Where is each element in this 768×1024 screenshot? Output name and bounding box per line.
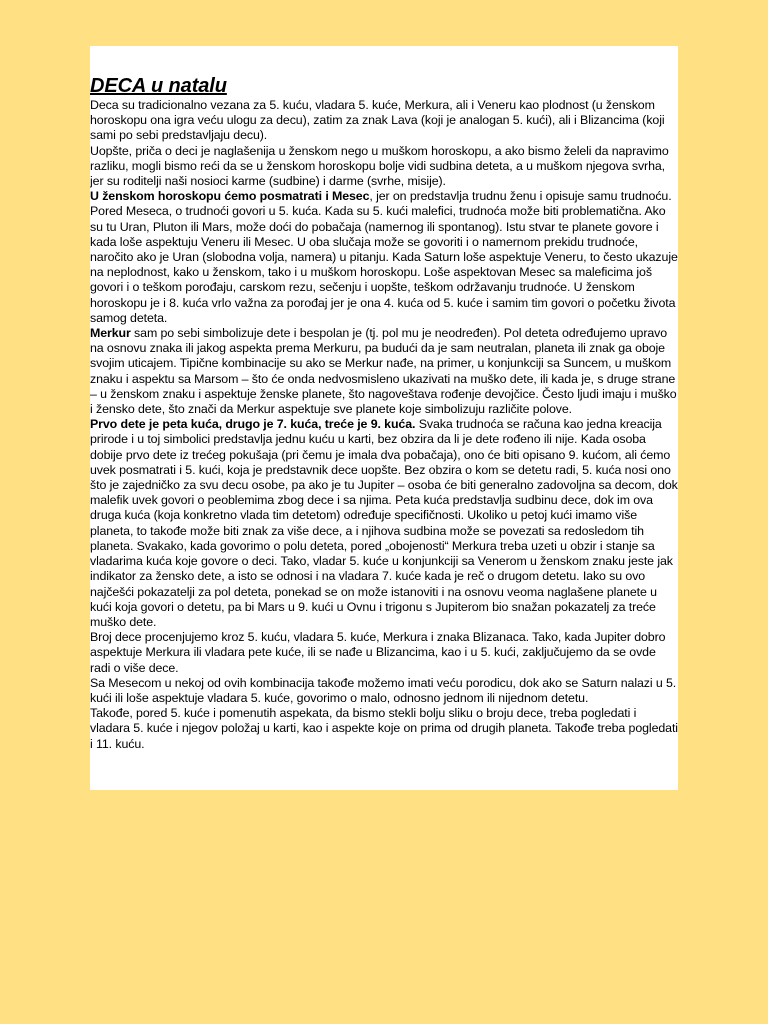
paragraph-moon-heading: U ženskom horoskopu ćemo posmatrati i Mesec [90,189,370,204]
paragraph-moon-text: , jer on predstavlja trudnu ženu i opisuje samu trudnoću. Pored Meseca, o trudnoći govori u 5. kuća. Kada su 5. kući malefici, trudnoća može biti problematična. Ako su tu Uran, Pluton ili Mars, može doći do pobačaja (namernog ili spontanog). Istu stvar te planete govore i kada loše aspektuju Veneru ili Mesec. U oba slučaja može se govoriti i o namernom prekidu trudnoće, naročito ako je Uran (slobodna volja, namera) u pitanju. Kada Saturn loše aspektuje Veneru, to često ukazuje na neplodnost, kako u ženskom, tako i u muškom horoskopu. Loše aspektovan Mesec sa maleficima još govori i o teškom porođaju, carskom rezu, sečenju i uopšte, teškom održavanju trudnoće. U ženskom horoskopu je i 8. kuća vrlo važna za porođaj jer je ona 4. kuća od 5. kuće i samim tim govori o početku života samog deteta. [90,189,678,325]
paragraph-additional: Takođe, pored 5. kuće i pomenutih aspekata, da bismo stekli bolju sliku o broju dece, treba pogledati i vladara 5. kuće i njegov položaj u karti, kao i aspekte koje on prima od drugih planeta. Takođe treba pogledati i 11. kuću. [90,706,678,751]
paragraph-mercury-heading: Merkur [90,326,131,341]
paragraph-number-of-children: Broj dece procenjujemo kroz 5. kuću, vladara 5. kuće, Merkura i znaka Blizanaca. Tako, kada Jupiter dobro aspektuje Merkura ili vladara pete kuće, ili se nađe u Blizancima, kao i u 5. kući, zaključujemo da se ovde radi o više dece. [90,630,666,675]
paragraph-mercury-text: sam po sebi simbolizuje dete i bespolan je (tj. pol mu je neodređen). Pol deteta određujemo upravo na osnovu znaka ili jakog aspekta prema Merkuru, pa budući da je sam neutralan, planeta ili znak ga oboje svojim uticajem. Tipične kombinacije su ako se Merkur nađe, na primer, u konjunkciji sa Suncem, u muškom znaku i aspektu sa Marsom – što će onda nedvosmisleno ukazivati na muško dete, ili kada je, s druge strane – u ženskom znaku i aspektuje ženske planete, što nagoveštava rođenje devojčice. Često ljudi imaju i muško i žensko dete, što znači da Merkur aspektuje sve planete koje simbolizuju različite polove. [90,326,677,417]
paragraph-moon-combination: Sa Mesecom u nekoj od ovih kombinacija takođe možemo imati veću porodicu, dok ako se Saturn nalazi u 5. kući ili loše aspektuje vladara 5. kuće, govorimo o malo, odnosno jednom ili nijednom detetu. [90,675,677,705]
document-body [90,74,678,752]
paragraph-houses-text: Svaka trudnoća se računa kao jedna kreacija prirode i u toj simbolici predstavlja jednu kuću u karti, bez obzira da li je dete rođeno ili nije. Kada osoba dobije prvo dete iz trećeg pokušaja (pri čemu je imala dva pobačaja), ono će biti opisano 9. kućom, ali ćemo uvek posmatrati i 5. kući, koja je predstavnik dece uopšte. Bez obzira o kom se detetu radi, 5. kuća nosi ono što je zajedničko za svu decu osobe, pa ako je tu Jupiter – osoba će biti generalno zadovoljna sa decom, dok malefik uvek govori o peoblemima zbog dece i sa njima. Peta kuća predstavlja sudbinu dece, dok im ova druga kuća (koja konkretno vlada tim detetom) određuje specifičnosti. Ukoliko u petoj kući imamo više planeta, to takođe može biti znak za više dece, a i njihova sudbina može se povezati sa redosledom tih planeta. Svakako, kada govorimo o polu deteta, pored „obojenosti“ Merkura treba uzeti u obzir i stanje sa vladarima kuća koje govore o deci. Tako, vladar 5. kuće u konjunkciji sa Venerom u ženskom znaku jeste jak indikator za žensko dete, a isto se odnosi i na vladara 7. kuće kada je reč o drugom detetu. Iako su ovo najčešći pokazatelji za pol deteta, ponekad se on može istanoviti i na osnovu veoma naglašene planete u kući koja govori o detetu, pa bi Mars u 9. kući u Ovnu i trigonu s Jupiterom bio snažan pokazatelj za treće muško dete. [90,417,678,629]
paragraph-female-male-horoscope: Uopšte, priča o deci je naglašenija u ženskom nego u muškom horoskopu, a ako bismo želeli da napravimo razliku, mogli bismo reći da se u ženskom horoskopu bolje vidi sudbina deteta, a u muškom njegova svrha, jer su roditelji naši nosioci karme (sudbine) i darme (svrhe, misije). [90,143,669,189]
document-page [90,46,678,790]
paragraph-intro: Deca su tradicionalno vezana za 5. kuću, vladara 5. kuće, Merkura, ali i Veneru kao plodnost (u ženskom horoskopu ona igra veću ulogu za decu), zatim za znak Lava (koji je analogan 5. kući), ali i Blizancima (koji sami po sebi predstavljaju decu). [90,98,665,143]
paragraph-houses-heading: Prvo dete je peta kuća, drugo je 7. kuća, treće je 9. kuća. [90,417,416,432]
paragraph-houses [90,417,678,630]
paragraph-mercury [90,326,678,417]
paragraph-moon-pregnancy [90,189,678,326]
document-title: DECA u natalu [90,75,227,97]
